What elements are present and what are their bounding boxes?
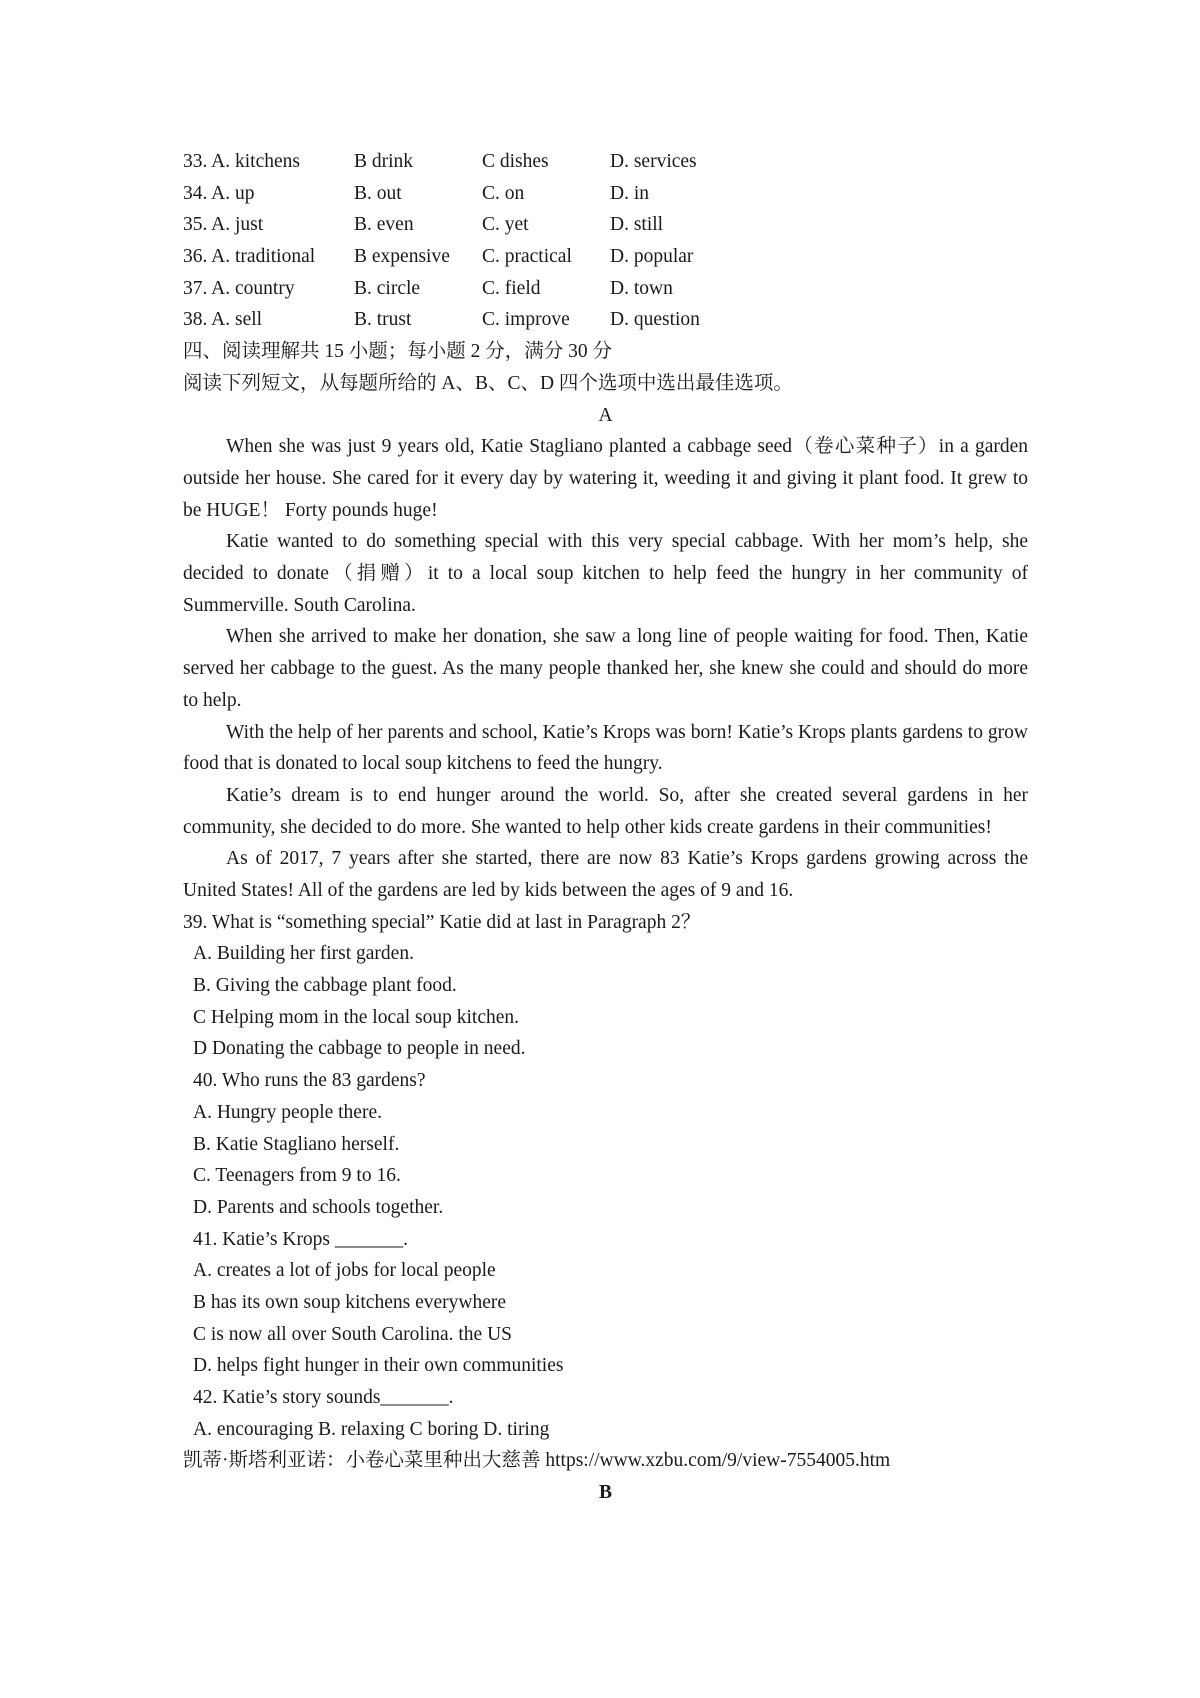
- section-instruction: 阅读下列短文，从每题所给的 A、B、C、D 四个选项中选出最佳选项。: [183, 372, 793, 394]
- answer-option: D. helps fight hunger in their own communities: [193, 1355, 564, 1377]
- option-row: [183, 209, 1028, 241]
- answer-option: A. creates a lot of jobs for local people: [193, 1260, 496, 1282]
- option-a: 38. A. sell: [183, 309, 263, 331]
- question-39: [183, 907, 1028, 1065]
- option-d: D. still: [610, 214, 664, 236]
- section-heading: 四、阅读理解共 15 小题；每小题 2 分，满分 30 分: [183, 341, 613, 363]
- answer-option: C Helping mom in the local soup kitchen.: [193, 1006, 520, 1028]
- option-row: [183, 273, 1028, 305]
- option-c: C. practical: [482, 246, 572, 268]
- option-a: 35. A. just: [183, 214, 264, 236]
- question-stem: 42. Katie’s story sounds_______.: [193, 1387, 454, 1409]
- answer-option: B has its own soup kitchens everywhere: [193, 1291, 507, 1313]
- passage-a: [183, 431, 1028, 907]
- option-b: B. circle: [354, 277, 421, 299]
- option-a: 33. A. kitchens: [183, 151, 300, 172]
- paragraph: As of 2017, 7 years after she started, there are now 83 Katie’s Krops gardens growing across the United States! All of the gardens are led by kids between the ages of 9 and 16.: [183, 848, 1028, 902]
- paragraph: With the help of her parents and school, Katie’s Krops was born! Katie’s Krops plants gardens to grow food that is donated to local soup kitchens to feed the hungry.: [183, 721, 1028, 775]
- cloze-options: [183, 146, 1028, 336]
- passage-b-label: B: [598, 1482, 612, 1504]
- question-stem: 40. Who runs the 83 gardens?: [193, 1070, 426, 1092]
- option-c: C dishes: [482, 151, 549, 172]
- option-d: D. question: [610, 309, 700, 331]
- option-a: 36. A. traditional: [183, 246, 316, 268]
- answer-options-line: A. encouraging B. relaxing C boring D. tiring: [193, 1418, 550, 1440]
- option-b: B expensive: [354, 246, 450, 268]
- option-row: [183, 304, 1028, 336]
- option-c: C. yet: [482, 214, 529, 236]
- answer-option: D. Parents and schools together.: [193, 1196, 444, 1218]
- option-b: B drink: [354, 151, 414, 172]
- question-stem: 41. Katie’s Krops _______.: [193, 1228, 409, 1250]
- answer-option: C is now all over South Carolina. the US: [193, 1323, 513, 1345]
- option-d: D. popular: [610, 246, 694, 268]
- paragraph: When she arrived to make her donation, she saw a long line of people waiting for food. Then, Katie served her cabbage to the guest. As the many people thanked her, she knew she could and should do more to help.: [183, 626, 1028, 711]
- paragraph: Katie’s dream is to end hunger around the world. So, after she created several gardens in her community, she decided to do more. She wanted to help other kids create gardens in their communities!: [183, 784, 1028, 838]
- source-citation: 凯蒂·斯塔利亚诺：小卷心菜里种出大慈善 https://www.xzbu.com/9/view-7554005.htm: [183, 1450, 891, 1472]
- option-row: [183, 178, 1028, 210]
- option-c: C. improve: [482, 309, 570, 331]
- option-b: B. trust: [354, 309, 412, 331]
- option-c: C. on: [482, 182, 525, 204]
- option-d: D. town: [610, 277, 673, 299]
- answer-option: A. Hungry people there.: [193, 1101, 382, 1123]
- option-c: C. field: [482, 277, 541, 299]
- option-a: 37. A. country: [183, 277, 295, 299]
- option-b: B. out: [354, 182, 402, 204]
- answer-option: D Donating the cabbage to people in need.: [193, 1038, 526, 1060]
- option-d: D. in: [610, 182, 649, 204]
- answer-option: A. Building her first garden.: [193, 943, 414, 965]
- question-42: [183, 1382, 1028, 1445]
- page-content: [183, 146, 1028, 1509]
- question-40: [183, 1065, 1028, 1223]
- option-a: 34. A. up: [183, 182, 255, 204]
- answer-option: B. Giving the cabbage plant food.: [193, 975, 457, 997]
- paragraph: When she was just 9 years old, Katie Stagliano planted a cabbage seed（卷心菜种子）in a garden outside her house. She cared for it every day by watering it, weeding it and giving it plant food. It grew to be HUGE！ Forty pounds huge!: [183, 436, 1028, 521]
- question-41: [183, 1224, 1028, 1382]
- option-row: [183, 241, 1028, 273]
- option-d: D. services: [610, 151, 697, 172]
- paragraph: Katie wanted to do something special with this very special cabbage. With her mom’s help, she decided to donate（捐赠）it to a local soup kitchen to help feed the hungry in her community of Summerville. South Carolina.: [183, 531, 1028, 616]
- answer-option: B. Katie Stagliano herself.: [193, 1133, 400, 1155]
- option-b: B. even: [354, 214, 414, 236]
- question-stem: 39. What is “something special” Katie did at last in Paragraph 2？: [183, 911, 701, 933]
- passage-a-label: A: [598, 404, 613, 426]
- answer-option: C. Teenagers from 9 to 16.: [193, 1165, 401, 1187]
- option-row: [183, 146, 1028, 178]
